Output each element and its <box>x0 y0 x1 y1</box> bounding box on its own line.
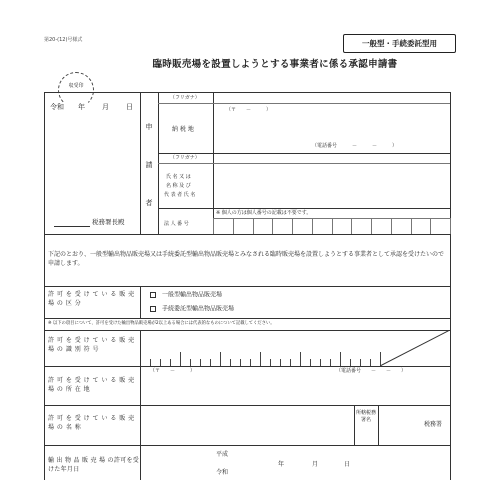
form-number: 第20-(12)号様式 <box>44 37 83 43</box>
applicant-side-char-3: 者 <box>145 199 153 207</box>
address-phone: （電話番号 － － ） <box>312 143 398 149</box>
form-type-badge: 一般型・手続委託型用 <box>343 34 456 53</box>
name-row-top-line <box>44 405 450 406</box>
id-code-tick <box>210 359 211 366</box>
corp-no-label: 法 人 番 号 <box>164 221 189 227</box>
corp-no-cell-divider <box>292 218 293 234</box>
furigana-1-field[interactable] <box>214 93 449 102</box>
id-code-tick <box>260 352 261 366</box>
id-code-tick <box>360 359 361 366</box>
permit-era-reiwa[interactable]: 令和 <box>216 469 229 476</box>
corp-no-cell-divider <box>312 218 313 234</box>
receipt-stamp-label: 収受印 <box>68 83 84 89</box>
id-code-tick <box>230 359 231 366</box>
id-code-tick <box>170 359 171 366</box>
id-code-tick <box>160 359 161 366</box>
applicant-col-line-1 <box>140 92 141 234</box>
note-top-line <box>44 318 450 319</box>
name-label-line-3: 代 表 者 氏 名 <box>164 192 196 198</box>
date-era: 令和 <box>50 103 64 111</box>
id-code-tick <box>190 359 191 366</box>
location-label: 許 可 を 受 け て い る 販 売 場 の 所 在 地 <box>48 377 135 393</box>
corp-no-cell-divider <box>233 218 234 234</box>
corp-no-cell-divider <box>411 218 412 234</box>
option-general[interactable] <box>150 292 222 299</box>
date-month-label: 月 <box>102 103 109 111</box>
id-code-tick <box>250 359 251 366</box>
id-code-tick <box>270 359 271 366</box>
recipient-label: 税務署長殿 <box>92 218 125 226</box>
consign-checkbox[interactable] <box>150 306 156 312</box>
address-label: 納 税 地 <box>172 126 194 133</box>
applicant-side-char-2: 請 <box>145 161 153 169</box>
address-field[interactable] <box>214 115 449 139</box>
corp-no-cell-divider <box>332 218 333 234</box>
option-general-text: 一般型輸出物品販売場 <box>162 291 223 299</box>
id-code-tick <box>310 359 311 366</box>
furigana-1-line <box>158 103 450 104</box>
general-checkbox[interactable] <box>150 292 156 298</box>
location-phone: （電話番号 － － ） <box>336 368 407 374</box>
id-code-tick <box>330 359 331 366</box>
tax-office-suffix: 税務署 <box>424 421 443 428</box>
applicant-side-char-1: 申 <box>145 123 153 131</box>
tax-office-field[interactable] <box>380 407 420 443</box>
permit-day-label: 日 <box>344 461 351 468</box>
location-top-line <box>44 366 450 367</box>
table-right-border <box>450 92 451 480</box>
location-postal: （〒 － ） <box>150 368 196 374</box>
statement-top-line <box>44 234 450 235</box>
name-label-line-1: 氏 名 又 は <box>166 174 191 180</box>
id-code-tick <box>220 352 221 366</box>
furigana-2-label: （フリガナ） <box>170 155 200 161</box>
id-code-tick <box>350 359 351 366</box>
category-label: 許 可 を 受 け て い る 販 売 場 の 区 分 <box>48 291 135 307</box>
id-code-tick <box>280 359 281 366</box>
id-code-tick <box>290 359 291 366</box>
id-code-tick <box>240 359 241 366</box>
corp-no-cell-divider <box>391 218 392 234</box>
id-code-label: 許 可 を 受 け て い る 販 売 場 の 識 別 符 号 <box>48 337 135 353</box>
option-consign[interactable] <box>150 306 234 313</box>
permit-row-top-line <box>44 445 450 446</box>
category-col-line <box>140 286 141 318</box>
permit-month-label: 月 <box>312 461 319 468</box>
option-consign-text: 手続委託型輸出物品販売場 <box>162 305 235 313</box>
permit-era-heisei[interactable]: 平成 <box>216 451 229 458</box>
id-code-tick <box>300 352 301 366</box>
id-code-tick <box>180 352 181 366</box>
corp-no-note: ※ 個人の方は個人番号の記載は不要です。 <box>216 210 312 216</box>
address-postal: （〒 － ） <box>226 107 272 113</box>
corp-no-cell-divider <box>450 218 451 234</box>
corp-no-cell-divider <box>213 218 214 234</box>
id-code-tick <box>150 359 151 366</box>
corp-no-cell-divider <box>272 218 273 234</box>
id-code-tick <box>200 359 201 366</box>
corp-no-cell-divider <box>351 218 352 234</box>
permit-year-label: 年 <box>278 461 285 468</box>
id-code-tick <box>340 352 341 366</box>
date-day-label: 日 <box>126 103 133 111</box>
furigana-1-label: （フリガナ） <box>170 95 200 101</box>
corp-no-cell-divider <box>430 218 431 234</box>
id-code-tick <box>370 359 371 366</box>
furigana-2-field[interactable] <box>214 154 449 163</box>
tax-office-label: 所轄税務署名 <box>356 410 377 423</box>
id-code-diagonal <box>380 330 450 366</box>
category-top-line <box>44 286 450 287</box>
page-title: 臨時販売場を設置しようとする事業者に係る承認申請書 <box>152 59 398 70</box>
tax-office-name-line[interactable] <box>54 226 90 227</box>
store-name-field[interactable] <box>142 407 352 445</box>
id-code-tick <box>320 359 321 366</box>
tax-office-col-line-1 <box>354 405 355 445</box>
date-year-label: 年 <box>78 103 85 111</box>
note-text: ※ 以下の項目について、許可を受けた輸出物品販売場が2以上ある場合には代表的なものについて記載してください。 <box>48 321 275 326</box>
location-field[interactable] <box>142 377 448 403</box>
corp-no-top-line <box>158 208 450 209</box>
statement-text: 下記のとおり、一般型輸出物品販売場又は手続委託型輸出物品販売場とみなされる臨時販売場を設置しようとする事業者として承認を受けたいので申請します。 <box>48 251 445 267</box>
store-name-label: 許 可 を 受 け て い る 販 売 場 の 名 称 <box>48 415 135 431</box>
tax-office-col-line-2 <box>378 405 379 445</box>
corp-no-cell-divider <box>253 218 254 234</box>
permit-date-label: 輸 出 物 品 販 売 場 の許可を受けた年月日 <box>48 457 140 473</box>
name-field[interactable] <box>214 164 449 206</box>
name-label-line-2: 名 称 及 び <box>166 183 191 189</box>
corp-no-cell-divider <box>371 218 372 234</box>
